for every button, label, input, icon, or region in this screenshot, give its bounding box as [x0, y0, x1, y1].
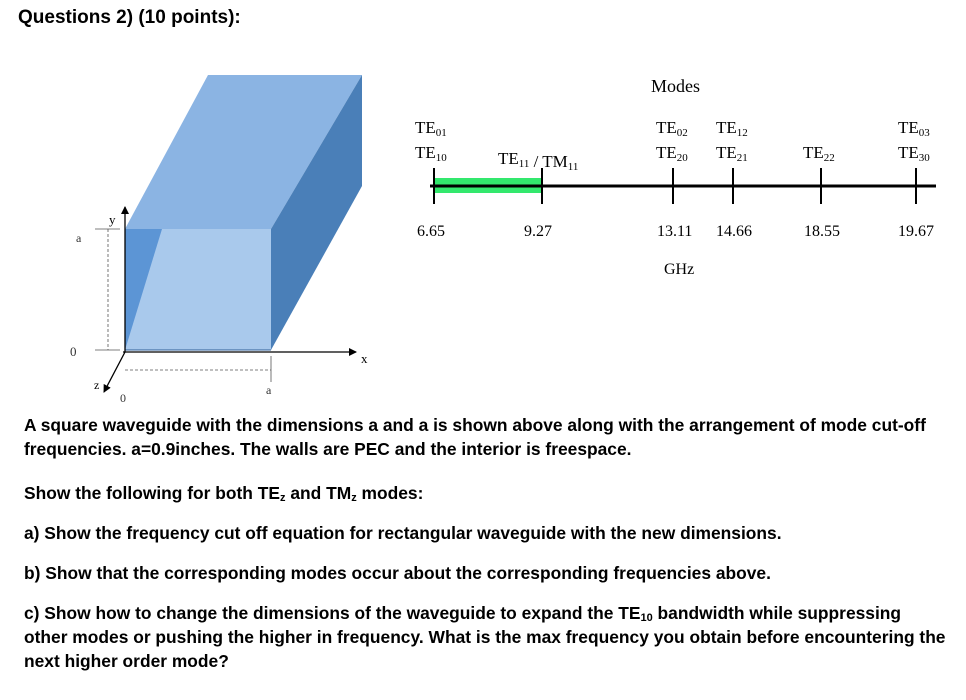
question-title: Questions 2) (10 points):	[18, 7, 241, 28]
cutoff-frequency-0: 6.65	[417, 223, 445, 240]
part-c: c) Show how to change the dimensions of the waveguide to expand the $TE_{10}$ bandwidth while suppressing other modes or pushing the higher in frequency. What is the max frequency you obtain before encountering the next higher order mode?	[24, 603, 946, 671]
dim-label-0-bottom: 0	[120, 391, 126, 405]
dim-label-a-bottom: a	[266, 383, 272, 397]
mode-label-3-1: TE21	[716, 143, 748, 164]
mode-label-5-0: TE03	[898, 118, 930, 139]
axis-label-z: z	[94, 378, 100, 392]
mode-label-2-0: TE02	[656, 118, 688, 139]
cutoff-frequency-3: 14.66	[716, 223, 752, 240]
mode-label-4-0: TE22	[803, 143, 835, 164]
dim-label-0-left: 0	[70, 344, 77, 359]
mode-label-1-0: TE11 / TM11	[498, 149, 579, 173]
mode-label-5-1: TE30	[898, 143, 930, 164]
mode-label-0-1: TE10	[415, 143, 447, 164]
z-axis	[104, 352, 125, 392]
part-b: b) Show that the corresponding modes occur about the corresponding frequencies above.	[24, 563, 771, 583]
axis-label-y: y	[109, 212, 116, 227]
waveguide-drawing	[125, 75, 362, 350]
mode-label-0-0: TE01	[415, 118, 447, 139]
mode-label-2-1: TE20	[656, 143, 688, 164]
mode-chart	[415, 76, 936, 278]
mode-chart-title: Modes	[651, 76, 700, 96]
instruction-line: Show the following for both $TE_z$ and $TM_z$ modes:	[24, 483, 424, 504]
axis-label-x: x	[361, 351, 368, 366]
cutoff-frequency-5: 19.67	[898, 223, 934, 240]
cutoff-frequency-2: 13.11	[657, 223, 693, 240]
problem-description: A square waveguide with the dimensions a and a is shown above along with the arrangement of mode cut-off frequencies. a=0.9inches. The walls are PEC and the interior is freespace.	[24, 415, 926, 459]
frequency-unit: GHz	[664, 261, 695, 278]
cutoff-frequency-4: 18.55	[804, 223, 840, 240]
part-a: a) Show the frequency cut off equation for rectangular waveguide with the new dimensions.	[24, 523, 782, 543]
mode-label-3-0: TE12	[716, 118, 748, 139]
dim-label-a-left: a	[76, 231, 82, 245]
cutoff-frequency-1: 9.27	[524, 223, 552, 240]
